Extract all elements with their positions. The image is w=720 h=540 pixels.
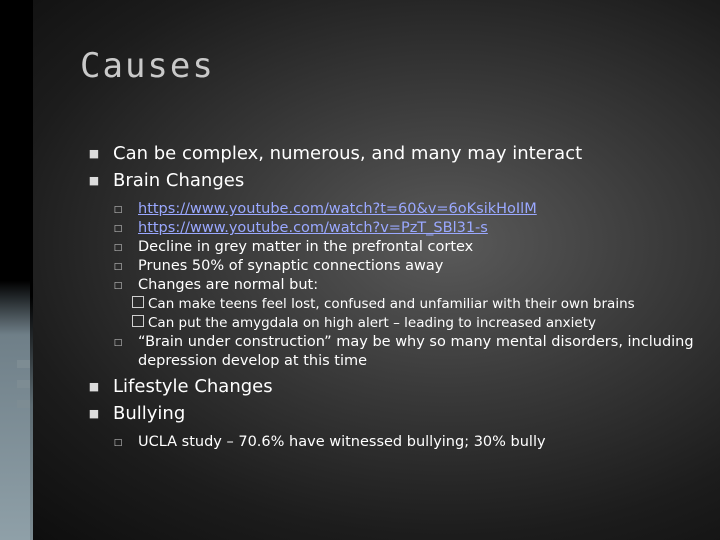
band-tick bbox=[17, 400, 30, 408]
box-bullet-icon bbox=[132, 296, 144, 308]
sub-sub-bullet-item bbox=[88, 314, 708, 333]
sub-bullet-item bbox=[88, 238, 708, 257]
box-bullet-icon bbox=[132, 315, 144, 327]
bullet-item bbox=[88, 169, 708, 193]
sub-bullet-item bbox=[88, 257, 708, 276]
bullet-item bbox=[88, 402, 708, 426]
sub-bullet-item bbox=[88, 276, 708, 295]
youtube-link[interactable]: https://www.youtube.com/watch?v=PzT_SBl31-s bbox=[138, 220, 488, 236]
hollow-square-bullet-icon: □ bbox=[113, 205, 123, 215]
bullet-text: Bullying bbox=[113, 403, 186, 424]
sub-bullet-item bbox=[88, 433, 708, 452]
band-tick bbox=[17, 360, 30, 368]
hollow-square-bullet-icon: □ bbox=[113, 338, 123, 348]
sub-bullet-text: Decline in grey matter in the prefrontal cortex bbox=[138, 239, 474, 255]
square-bullet-icon: ■ bbox=[88, 147, 100, 160]
sub-bullet-item bbox=[88, 219, 708, 238]
sub-bullet-text: Prunes 50% of synaptic connections away bbox=[138, 258, 444, 274]
sub-bullet-text: UCLA study – 70.6% have witnessed bullying; 30% bully bbox=[138, 434, 546, 450]
bullet-item bbox=[88, 375, 708, 399]
bullet-text: Lifestyle Changes bbox=[113, 376, 273, 397]
sub-bullet-text: “Brain under construction” may be why so many mental disorders, including depression develop at this time bbox=[138, 334, 694, 369]
sub-bullet-item bbox=[88, 200, 708, 219]
left-vertical-rule bbox=[30, 0, 33, 540]
square-bullet-icon: ■ bbox=[88, 407, 100, 420]
left-accent-block bbox=[0, 52, 16, 84]
sub-sub-bullet-text: Can put the amygdala on high alert – leading to increased anxiety bbox=[148, 315, 597, 331]
bullet-text: Can be complex, numerous, and many may interact bbox=[113, 143, 583, 164]
sub-bullet-item bbox=[88, 333, 708, 371]
square-bullet-icon: ■ bbox=[88, 380, 100, 393]
bullet-item bbox=[88, 142, 708, 166]
sub-bullet-text: Changes are normal but: bbox=[138, 277, 319, 293]
slide-title: Causes bbox=[80, 46, 215, 86]
slide-body bbox=[88, 142, 708, 452]
bullet-text: Brain Changes bbox=[113, 170, 245, 191]
youtube-link[interactable]: https://www.youtube.com/watch?t=60&v=6oKsikHoIlM bbox=[138, 201, 537, 217]
band-tick bbox=[17, 380, 30, 388]
hollow-square-bullet-icon: □ bbox=[113, 262, 123, 272]
square-bullet-icon: ■ bbox=[88, 174, 100, 187]
hollow-square-bullet-icon: □ bbox=[113, 243, 123, 253]
hollow-square-bullet-icon: □ bbox=[113, 281, 123, 291]
hollow-square-bullet-icon: □ bbox=[113, 438, 123, 448]
sub-sub-bullet-item bbox=[88, 295, 708, 314]
sub-sub-bullet-text: Can make teens feel lost, confused and unfamiliar with their own brains bbox=[148, 296, 635, 312]
left-decorative-band bbox=[0, 0, 30, 540]
hollow-square-bullet-icon: □ bbox=[113, 224, 123, 234]
